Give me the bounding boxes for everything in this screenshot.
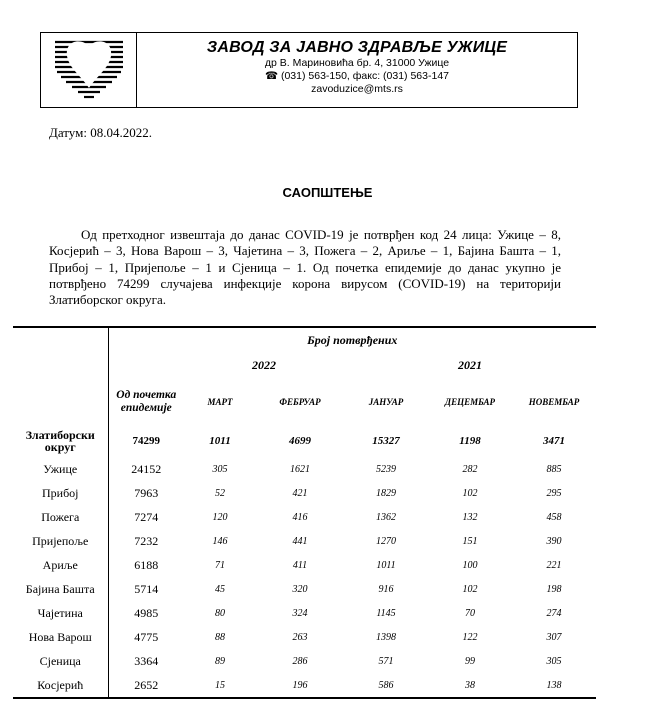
total-cases: 7274 [108, 505, 184, 529]
municipality-name: Косјерић [13, 673, 108, 698]
month-cases: 52 [215, 487, 225, 499]
month-cases: 80 [215, 607, 225, 619]
municipality-name: Нова Варош [28, 629, 92, 644]
month-cases: 458 [546, 511, 562, 523]
month-cases: 45 [215, 583, 225, 595]
month-cases: 1362 [376, 511, 396, 523]
municipality-name: Сјеница [39, 653, 81, 668]
month-header: МАРТ [207, 396, 233, 407]
month-cases: 320 [292, 583, 308, 595]
institution-name: ЗАВОД ЗА ЈАВНО ЗДРАВЉЕ УЖИЦЕ [206, 39, 508, 56]
report-paragraph: Од претходног извештаја до данас COVID-19 је потврђен код 24 лица: Ужице – 8, Косјерић – 3, Нова Варош – 3, Чајетина – 3, Пожега – 2, Ариље – 1, Бајина Башта – 1, Прибој – 1, Пријепоље – 1 и Сјеница – 1. Од почетка епидемије до данас укупно је потврђено 74299 случајева инфекције корона вирусом (COVID-19) на територији Златиборског округа. [49, 227, 561, 308]
municipality-name: Ужице [43, 461, 78, 476]
month-cases: 132 [462, 511, 478, 523]
year-2021-header: 2021 [458, 357, 482, 372]
table-row [13, 529, 596, 553]
month-cases: 1829 [376, 487, 396, 499]
month-cases: 102 [462, 487, 478, 499]
table-row [13, 625, 596, 649]
month-cases: 916 [378, 583, 394, 595]
municipality-name: Бајина Башта [25, 581, 95, 596]
month-cases: 38 [428, 673, 512, 698]
total-header: Од почетка епидемије [108, 378, 184, 425]
institution-phone: ☎ (031) 563-150, факс: (031) 563-147 [264, 70, 450, 82]
month-cases: 1011 [376, 559, 396, 571]
month-cases: 571 [378, 655, 394, 667]
municipality-name: Златиборски округ [25, 428, 95, 454]
month-cases: 274 [546, 607, 562, 619]
month-cases: 421 [292, 487, 308, 499]
total-cases: 4775 [108, 625, 184, 649]
month-cases: 88 [215, 631, 225, 643]
month-cases: 263 [292, 631, 308, 643]
total-cases: 3364 [108, 649, 184, 673]
month-cases: 324 [292, 607, 308, 619]
total-cases: 7232 [108, 529, 184, 553]
institution-address: др В. Мариновића бр. 4, 31000 Ужице [264, 57, 450, 69]
month-cases: 1621 [290, 463, 310, 475]
table-row [13, 601, 596, 625]
total-cases: 24152 [108, 457, 184, 481]
table-row [13, 481, 596, 505]
month-cases: 305 [546, 655, 562, 667]
month-cases: 99 [465, 655, 475, 667]
document-date: Датум: 08.04.2022. [49, 125, 152, 140]
month-cases: 138 [512, 673, 596, 698]
month-cases: 221 [546, 559, 562, 571]
month-cases: 3471 [543, 435, 565, 447]
month-cases: 102 [462, 583, 478, 595]
summary-row [13, 425, 596, 457]
month-cases: 1145 [376, 607, 396, 619]
municipality-name: Ариље [42, 557, 78, 572]
table-row [13, 577, 596, 601]
total-cases: 2652 [108, 673, 184, 698]
month-header: НОВЕМБАР [528, 396, 580, 407]
year-2022-header: 2022 [252, 357, 276, 372]
table-row [13, 505, 596, 529]
institution-email: zavoduzice@mts.rs [311, 83, 403, 95]
month-cases: 441 [292, 535, 308, 547]
month-cases: 286 [292, 655, 308, 667]
month-cases: 885 [546, 463, 562, 475]
month-cases: 282 [462, 463, 478, 475]
table-row [13, 673, 596, 698]
heart-logo-icon [51, 36, 127, 104]
month-cases: 1398 [376, 631, 396, 643]
month-cases: 70 [465, 607, 475, 619]
month-cases: 146 [212, 535, 228, 547]
total-cases: 7963 [108, 481, 184, 505]
municipality-name: Пријепоље [32, 533, 89, 548]
month-cases: 196 [256, 673, 344, 698]
month-header: ФЕБРУАР [279, 396, 321, 407]
month-header: ДЕЦЕМБАР [444, 396, 496, 407]
month-cases: 416 [292, 511, 308, 523]
month-cases: 1011 [209, 435, 231, 447]
month-cases: 1270 [376, 535, 396, 547]
municipality-name: Прибој [41, 485, 79, 500]
total-cases: 5714 [108, 577, 184, 601]
month-header: ЈАНУАР [368, 396, 404, 407]
month-cases: 15 [184, 673, 256, 698]
month-cases: 71 [215, 559, 225, 571]
institute-logo [41, 33, 137, 107]
month-cases: 305 [212, 463, 228, 475]
total-cases: 6188 [108, 553, 184, 577]
month-cases: 1198 [459, 435, 481, 447]
month-cases: 15327 [372, 435, 400, 447]
month-cases: 586 [344, 673, 428, 698]
table-row [13, 457, 596, 481]
month-cases: 295 [546, 487, 562, 499]
month-cases: 4699 [289, 435, 311, 447]
month-cases: 120 [212, 511, 228, 523]
month-cases: 122 [462, 631, 478, 643]
cases-table [13, 326, 596, 699]
month-cases: 5239 [376, 463, 396, 475]
month-cases: 198 [546, 583, 562, 595]
document-title: САОПШТЕЊЕ [282, 185, 373, 200]
month-cases: 307 [546, 631, 562, 643]
total-cases: 4985 [108, 601, 184, 625]
letterhead [40, 32, 578, 108]
group-header: Број потврђених [108, 327, 596, 352]
month-cases: 390 [546, 535, 562, 547]
month-cases: 151 [462, 535, 478, 547]
municipality-name: Пожега [41, 509, 80, 524]
month-cases: 100 [462, 559, 478, 571]
table-row [13, 649, 596, 673]
month-cases: 411 [292, 559, 308, 571]
total-cases: 74299 [108, 425, 184, 457]
table-row [13, 553, 596, 577]
month-cases: 89 [215, 655, 225, 667]
municipality-name: Чајетина [37, 605, 83, 620]
